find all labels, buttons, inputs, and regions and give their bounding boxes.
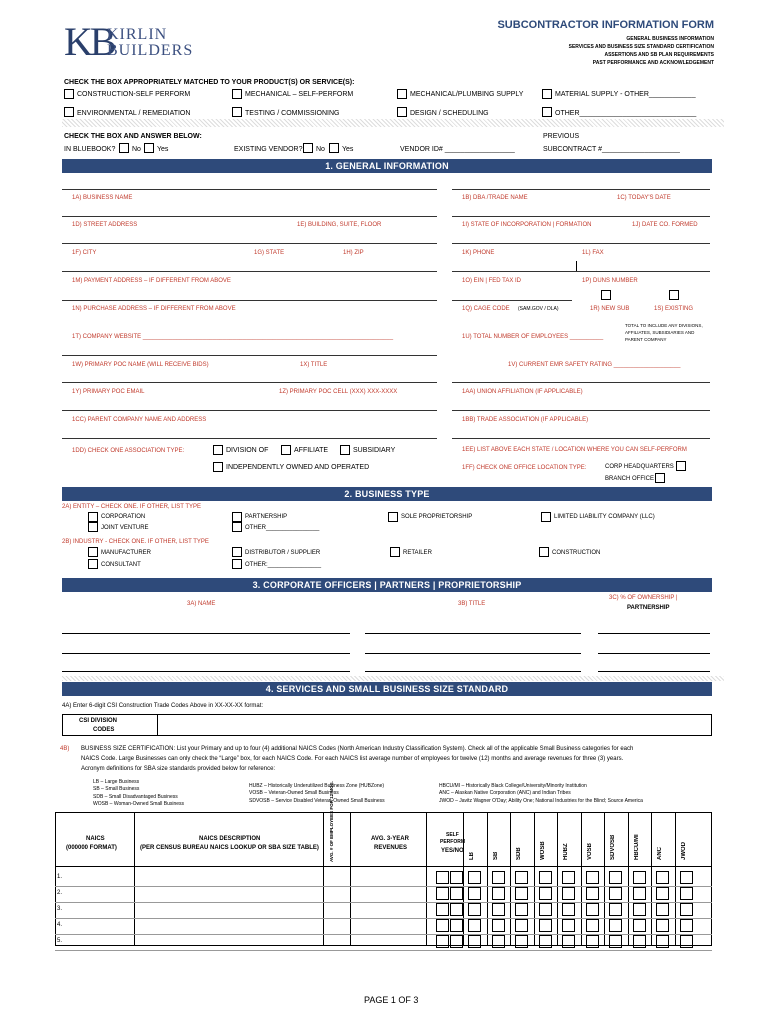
label-1e: 1E) BUILDING, SUITE, FLOOR — [297, 222, 382, 228]
checkbox-retailer[interactable] — [390, 547, 400, 557]
label-1k: 1K) PHONE — [462, 250, 495, 256]
bluebook-no-label: No — [132, 146, 141, 153]
col-divider — [651, 812, 652, 946]
checkbox-environmental[interactable] — [64, 107, 74, 117]
checkbox-hubz[interactable] — [562, 903, 575, 916]
checkbox-hubz[interactable] — [562, 871, 575, 884]
label-1f: 1F) CITY — [72, 250, 97, 256]
existing-vendor-label: EXISTING VENDOR? — [234, 146, 303, 153]
checkbox-hubz[interactable] — [562, 887, 575, 900]
category-header-lb: LB — [469, 852, 475, 860]
checkbox-jwod[interactable] — [680, 903, 693, 916]
checkbox-bluebook-no[interactable] — [119, 143, 129, 153]
checkbox-hbcu-mi[interactable] — [633, 935, 646, 948]
label-1ee: 1EE) LIST ABOVE EACH STATE / LOCATION WHERE YOU CAN SELF-PERFORM — [462, 447, 687, 453]
label-4b: 4B) — [60, 746, 70, 752]
label-1z: 1Z) PRIMARY POC CELL (XXX) XXX-XXXX — [279, 389, 398, 395]
field-line[interactable] — [62, 300, 437, 301]
checkbox-sdb[interactable] — [515, 935, 528, 948]
row-number: 2. — [57, 890, 63, 896]
csi-header-2: CODES — [93, 727, 115, 733]
category-header-hubz: HUBZ — [563, 843, 569, 860]
form-title: SUBCONTRACTOR INFORMATION FORM — [497, 19, 714, 31]
field-line[interactable] — [452, 300, 572, 301]
label-other-entity: OTHER________________ — [245, 525, 320, 531]
label-1b: 1B) DBA /TRADE NAME — [462, 195, 528, 201]
field-line[interactable] — [62, 216, 437, 217]
self-perform-box[interactable] — [450, 887, 463, 900]
label-sole: SOLE PROPRIETORSHIP — [401, 514, 473, 520]
checkbox-manufacturer[interactable] — [88, 547, 98, 557]
def-anc: ANC – Alaskan Native Corporation (ANC) and Indian Tribes — [439, 790, 571, 796]
employees-note-2: AFFILIATES, SUBSIDIARIES AND — [625, 330, 695, 335]
label-1w: 1W) PRIMARY POC NAME (WILL RECEIVE BIDS) — [72, 362, 209, 368]
category-header-anc: ANC — [657, 847, 663, 860]
checkbox-sdvosb[interactable] — [609, 871, 622, 884]
self-perform-box[interactable] — [450, 935, 463, 948]
field-line[interactable] — [452, 438, 710, 439]
label-1cc: 1CC) PARENT COMPANY NAME AND ADDRESS — [72, 417, 207, 423]
checkbox-vosb[interactable] — [586, 887, 599, 900]
category-header-sdb: SDB — [516, 847, 522, 860]
label-branch: BRANCH OFFICE — [605, 476, 655, 482]
company-logo — [64, 19, 194, 64]
logo-line2: BUILDERS — [107, 42, 194, 59]
checkbox-independent[interactable] — [213, 462, 223, 472]
field-line[interactable] — [62, 355, 437, 356]
employees-note-3: PARENT COMPANY — [625, 337, 667, 342]
label-1s: 1S) EXISTING — [654, 306, 694, 312]
logo-line1: KIRLIN — [107, 26, 168, 43]
field-line[interactable] — [62, 438, 437, 439]
label-1o: 1O) EIN | FED TAX ID — [462, 278, 522, 284]
checkbox-corporation[interactable] — [88, 512, 98, 522]
label-division: DIVISION OF — [226, 447, 269, 454]
label-1aa: 1AA) UNION AFFILIATION (IF APPLICABLE) — [462, 389, 583, 395]
bluebook-yes-label: Yes — [157, 146, 169, 153]
checkbox-jwod[interactable] — [680, 935, 693, 948]
checkbox-design[interactable] — [397, 107, 407, 117]
checkbox-hubz[interactable] — [562, 935, 575, 948]
csi-header-1: CSI DIVISION — [79, 718, 118, 724]
header-sub-4: PAST PERFORMANCE AND ACKNOWLEDGEMENT — [592, 60, 714, 66]
label-1v: 1V) CURRENT EMR SAFETY RATING ____________________ — [508, 362, 681, 368]
label-3b: 3B) TITLE — [458, 601, 486, 607]
col-divider — [510, 812, 511, 946]
checkbox-sdb[interactable] — [515, 871, 528, 884]
checkbox-other[interactable] — [542, 107, 552, 117]
row-number: 3. — [57, 906, 63, 912]
col-divider — [604, 812, 605, 946]
checkbox-llc[interactable] — [541, 512, 551, 522]
label-1y: 1Y) PRIMARY POC EMAIL — [72, 389, 145, 395]
label-1a: 1A) BUSINESS NAME — [72, 195, 133, 201]
col-divider — [463, 812, 464, 946]
checkbox-vosb[interactable] — [586, 903, 599, 916]
section-2-title: 2. BUSINESS TYPE — [344, 489, 430, 499]
section-1-band — [62, 159, 712, 173]
field-line[interactable] — [62, 271, 437, 272]
checkbox-hq[interactable] — [676, 461, 686, 471]
label-subsidiary: SUBSIDIARY — [353, 447, 396, 454]
label-independent: INDEPENDENTLY OWNED AND OPERATED — [226, 464, 370, 471]
def-hbcu: HBCU/MI – Historically Black College/University/Minority Institution — [439, 783, 587, 789]
checkbox-construction[interactable] — [64, 89, 74, 99]
field-line[interactable] — [452, 410, 710, 411]
def-sdb: SDB – Small Disadvantaged Business — [93, 794, 178, 800]
checkbox-existing-sub[interactable] — [669, 290, 679, 300]
col-divider — [675, 812, 676, 946]
rev-col-header-2: REVENUES — [374, 845, 408, 851]
checkbox-new-sub[interactable] — [601, 290, 611, 300]
officer-line[interactable] — [598, 653, 710, 654]
checkbox-jwod[interactable] — [680, 887, 693, 900]
checkbox-vosb[interactable] — [586, 871, 599, 884]
existing-no-label: No — [316, 146, 325, 153]
page-footer: PAGE 1 OF 3 — [364, 995, 419, 1005]
self-perform-box[interactable] — [436, 871, 449, 884]
officer-line[interactable] — [62, 671, 350, 672]
checkbox-anc[interactable] — [656, 903, 669, 916]
checkbox-other-industry[interactable] — [232, 559, 242, 569]
label-distributor: DISTRIBUTOR / SUPPLIER — [245, 550, 321, 556]
label-3c-1: 3C) % OF OWNERSHIP | — [609, 595, 678, 601]
label-retailer: RETAILER — [403, 550, 432, 556]
label-1bb: 1BB) TRADE ASSOCIATION (IF APPLICABLE) — [462, 417, 589, 423]
officer-line[interactable] — [365, 671, 581, 672]
hatched-divider — [62, 119, 724, 127]
officer-line[interactable] — [365, 633, 581, 634]
field-line[interactable] — [62, 189, 437, 190]
checkbox-anc[interactable] — [656, 919, 669, 932]
category-header-sb: SB — [492, 851, 499, 860]
checkbox-distributor[interactable] — [232, 547, 242, 557]
previous-label: PREVIOUS — [543, 133, 580, 140]
label-environmental: ENVIRONMENTAL / REMEDIATION — [77, 110, 191, 117]
label-material-supply: MATERIAL SUPPLY - OTHER____________ — [555, 91, 696, 98]
checkbox-vosb[interactable] — [586, 935, 599, 948]
label-1x: 1X) TITLE — [300, 362, 328, 368]
label-2b: 2B) INDUSTRY - CHECK ONE. IF OTHER, LIST TYPE — [62, 539, 209, 545]
field-line[interactable] — [452, 271, 710, 272]
checkbox-affiliate[interactable] — [281, 445, 291, 455]
self-perform-box[interactable] — [436, 903, 449, 916]
row-line — [55, 950, 712, 951]
section-4-band — [62, 682, 712, 696]
checkbox-wosb[interactable] — [539, 903, 552, 916]
section-3-title: 3. CORPORATE OFFICERS | PARTNERS | PROPRIETORSHIP — [252, 580, 522, 590]
checkbox-subsidiary[interactable] — [340, 445, 350, 455]
checkbox-sb[interactable] — [492, 919, 505, 932]
def-sb: SB – Small Business — [93, 786, 140, 792]
naics-header-line — [55, 866, 712, 867]
officer-line[interactable] — [598, 633, 710, 634]
checkbox-division[interactable] — [213, 445, 223, 455]
field-line[interactable] — [452, 243, 710, 244]
label-3c-2: PARTNERSHIP — [627, 605, 670, 611]
self-perform-box[interactable] — [436, 887, 449, 900]
check-heading: CHECK THE BOX AND ANSWER BELOW: — [64, 133, 202, 140]
field-line[interactable] — [452, 216, 710, 217]
desc-col-header-1: NAICS DESCRIPTION — [199, 836, 261, 842]
def-sdvosb: SDVOSB – Service Disabled Veteran-Owned Small Business — [249, 798, 385, 804]
checkbox-sdvosb[interactable] — [609, 919, 622, 932]
label-mech-plumbing: MECHANICAL/PLUMBING SUPPLY — [410, 91, 524, 98]
label-hq: CORP HEADQUARTERS — [605, 464, 674, 470]
field-line[interactable] — [62, 243, 437, 244]
checkbox-construction-industry[interactable] — [539, 547, 549, 557]
checkbox-sdb[interactable] — [515, 903, 528, 916]
label-4a: 4A) Enter 6-digit CSI Construction Trade Codes Above in XX-XX-XX format: — [62, 703, 264, 709]
def-vosb: VOSB – Veteran-Owned Small Business — [249, 790, 339, 796]
bluebook-label: IN BLUEBOOK? — [64, 146, 116, 153]
header-sub-3: ASSERTIONS AND SB PLAN REQUIREMENTS — [604, 52, 714, 58]
officer-line[interactable] — [598, 671, 710, 672]
checkbox-hbcu-mi[interactable] — [633, 919, 646, 932]
header-sub-2: SERVICES AND BUSINESS SIZE STANDARD CERTIFICATION — [568, 44, 714, 50]
label-mechanical-self: MECHANICAL – SELF-PERFORM — [245, 91, 354, 98]
self-perform-box[interactable] — [436, 919, 449, 932]
label-2a: 2A) ENTITY – CHECK ONE. IF OTHER, LIST TYPE — [62, 504, 202, 510]
checkbox-anc[interactable] — [656, 887, 669, 900]
checkbox-sdvosb[interactable] — [609, 903, 622, 916]
self-perform-box[interactable] — [450, 919, 463, 932]
cert-text-3: Acronym definitions for SBA size standards provided below for reference: — [81, 766, 276, 772]
def-hubz: HUBZ – Historically Underutilized Business Zone (HUBZone) — [249, 783, 385, 789]
category-header-jwod: JWOD — [680, 842, 687, 860]
checkbox-wosb[interactable] — [539, 935, 552, 948]
checkbox-branch[interactable] — [655, 473, 665, 483]
checkbox-jv[interactable] — [88, 522, 98, 532]
label-other: OTHER______________________________ — [555, 110, 697, 117]
cert-text-2: NAICS Code. Large Businesses can only check the “Large” box, for each NAICS Code. For each NAICS list average number of employees for twelve (12) months and average revenues for three (3) years. — [81, 756, 624, 762]
subcontract-field[interactable]: SUBCONTRACT #____________________ — [543, 146, 680, 153]
label-1n: 1N) PURCHASE ADDRESS – IF DIFFERENT FROM ABOVE — [72, 306, 236, 312]
field-line[interactable] — [452, 189, 710, 190]
label-manufacturer: MANUFACTURER — [101, 550, 152, 556]
checkbox-sb[interactable] — [492, 903, 505, 916]
products-heading: CHECK THE BOX APPROPRIATELY MATCHED TO YOUR PRODUCT(S) OR SERVICE(S): — [64, 79, 355, 86]
label-partnership: PARTNERSHIP — [245, 514, 288, 520]
checkbox-mechanical-self[interactable] — [232, 89, 242, 99]
checkbox-lb[interactable] — [468, 871, 481, 884]
naics-col-header-2: (000000 FORMAT) — [66, 845, 117, 851]
checkbox-hbcu-mi[interactable] — [633, 887, 646, 900]
label-construction-industry: CONSTRUCTION — [552, 550, 601, 556]
checkbox-sole[interactable] — [388, 512, 398, 522]
checkbox-existing-no[interactable] — [303, 143, 313, 153]
label-1g: 1G) STATE — [254, 250, 285, 256]
employees-note-1: TOTAL TO INCLUDE ANY DIVISIONS, — [625, 323, 703, 328]
csi-table — [62, 714, 712, 736]
label-1j: 1J) DATE CO. FORMED — [632, 222, 698, 228]
row-number: 1. — [57, 874, 63, 880]
label-1d: 1D) STREET ADDRESS — [72, 222, 138, 228]
officer-line[interactable] — [62, 653, 350, 654]
section-4-title: 4. SERVICES AND SMALL BUSINESS SIZE STANDARD — [265, 684, 509, 694]
col-divider — [134, 812, 135, 946]
officer-line[interactable] — [62, 633, 350, 634]
self-col-header-1: SELF — [446, 832, 459, 838]
checkbox-sdvosb[interactable] — [609, 887, 622, 900]
label-corporation: CORPORATION — [101, 514, 146, 520]
emp-col-header: AVG. # OF EMPLOYEES FOR 12 MOS. — [329, 781, 334, 862]
field-line[interactable] — [452, 382, 710, 383]
checkbox-vosb[interactable] — [586, 919, 599, 932]
checkbox-hbcu-mi[interactable] — [633, 903, 646, 916]
category-header-hbcu-mi: HBCU/MI — [633, 834, 640, 860]
category-header-vosb: VOSB — [586, 842, 593, 860]
label-1c: 1C) TODAY'S DATE — [617, 195, 671, 201]
def-jwod: JWOD – Javitz Wagner O'Day; Ability One; National Industries for the Blind; Source America — [439, 798, 643, 804]
checkbox-existing-yes[interactable] — [329, 143, 339, 153]
label-other-industry: OTHER:________________ — [245, 562, 322, 568]
checkbox-hbcu-mi[interactable] — [633, 871, 646, 884]
label-3a: 3A) NAME — [187, 601, 216, 607]
self-perform-box[interactable] — [450, 871, 463, 884]
checkbox-lb[interactable] — [468, 887, 481, 900]
label-1i: 1I) STATE OF INCORPORATION | FORMATION — [462, 222, 592, 228]
officer-line[interactable] — [365, 653, 581, 654]
col-divider — [323, 812, 324, 946]
label-1u: 1U) TOTAL NUMBER OF EMPLOYEES __________ — [462, 334, 604, 340]
label-1h: 1H) ZIP — [343, 250, 364, 256]
rev-col-header-1: AVG. 3-YEAR — [371, 836, 409, 842]
checkbox-jwod[interactable] — [680, 919, 693, 932]
self-perform-box[interactable] — [450, 903, 463, 916]
section-2-band — [62, 487, 712, 501]
col-divider — [581, 812, 582, 946]
checkbox-mech-plumbing[interactable] — [397, 89, 407, 99]
header-sub-1: GENERAL BUSINESS INFORMATION — [626, 36, 714, 42]
label-testing: TESTING / COMMISSIONING — [245, 110, 340, 117]
label-1m: 1M) PAYMENT ADDRESS – IF DIFFERENT FROM ABOVE — [72, 278, 231, 284]
logo-mark: KB — [64, 19, 114, 64]
col-divider — [534, 812, 535, 946]
label-affiliate: AFFILIATE — [294, 447, 329, 454]
col-divider — [628, 812, 629, 946]
label-design: DESIGN / SCHEDULING — [410, 110, 489, 117]
label-1dd: 1DD) CHECK ONE ASSOCIATION TYPE: — [72, 448, 185, 454]
checkbox-hubz[interactable] — [562, 919, 575, 932]
category-header-wosb: WOSB — [539, 841, 546, 860]
checkbox-sdvosb[interactable] — [609, 935, 622, 948]
col-divider — [557, 812, 558, 946]
checkbox-anc[interactable] — [656, 871, 669, 884]
checkbox-sb[interactable] — [492, 935, 505, 948]
label-1t: 1T) COMPANY WEBSITE ___________________________________________________________________________ — [72, 334, 394, 340]
def-lb: LB – Large Business — [93, 779, 140, 785]
category-header-sdvosb: SDVOSB — [610, 834, 616, 860]
divider-tick — [576, 261, 577, 271]
self-col-header-3: YES/NO — [441, 848, 464, 854]
col-divider — [487, 812, 488, 946]
checkbox-sb[interactable] — [492, 887, 505, 900]
checkbox-partnership[interactable] — [232, 512, 242, 522]
label-1q-sub: (SAM.GOV / DLA) — [518, 306, 559, 312]
label-1ff: 1FF) CHECK ONE OFFICE LOCATION TYPE: — [462, 465, 587, 471]
checkbox-sdb[interactable] — [515, 887, 528, 900]
checkbox-jwod[interactable] — [680, 871, 693, 884]
existing-yes-label: Yes — [342, 146, 354, 153]
col-divider — [350, 812, 351, 946]
checkbox-lb[interactable] — [468, 919, 481, 932]
label-1p: 1P) DUNS NUMBER — [582, 278, 638, 284]
checkbox-material-supply[interactable] — [542, 89, 552, 99]
field-line[interactable] — [62, 382, 437, 383]
checkbox-other-entity[interactable] — [232, 522, 242, 532]
col-divider — [426, 812, 427, 946]
row-number: 5. — [57, 938, 63, 944]
checkbox-lb[interactable] — [468, 935, 481, 948]
checkbox-sb[interactable] — [492, 871, 505, 884]
def-wosb: WOSB – Woman-Owned Small Business — [93, 801, 185, 807]
cert-text-1: BUSINESS SIZE CERTIFICATION: List your Primary and up to four (4) additional NAICS Codes (North American Industry Classification System). Check all of the applicable Small Business categories for each — [81, 746, 634, 752]
checkbox-consultant[interactable] — [88, 559, 98, 569]
checkbox-wosb[interactable] — [539, 887, 552, 900]
naics-col-header-1: NAICS — [86, 836, 105, 842]
checkbox-wosb[interactable] — [539, 871, 552, 884]
section-3-band — [62, 578, 712, 592]
checkbox-wosb[interactable] — [539, 919, 552, 932]
self-perform-box[interactable] — [436, 935, 449, 948]
hatched-divider — [62, 676, 724, 681]
label-consultant: CONSULTANT — [101, 562, 141, 568]
label-jv: JOINT VENTURE — [101, 525, 149, 531]
label-1r: 1R) NEW SUB — [590, 306, 630, 312]
vendor-id-field[interactable]: VENDOR ID# __________________ — [400, 146, 515, 153]
label-construction: CONSTRUCTION-SELF PERFORM — [77, 91, 191, 98]
label-llc: LIMITED LIABILITY COMPANY (LLC) — [554, 514, 655, 520]
field-line[interactable] — [62, 410, 437, 411]
checkbox-testing[interactable] — [232, 107, 242, 117]
checkbox-bluebook-yes[interactable] — [144, 143, 154, 153]
label-1q: 1Q) CAGE CODE — [462, 306, 510, 312]
checkbox-anc[interactable] — [656, 935, 669, 948]
self-col-header-2: PERFORM — [440, 839, 465, 845]
row-number: 4. — [57, 922, 63, 928]
label-1l: 1L) FAX — [582, 250, 604, 256]
checkbox-lb[interactable] — [468, 903, 481, 916]
checkbox-sdb[interactable] — [515, 919, 528, 932]
section-1-title: 1. GENERAL INFORMATION — [325, 161, 449, 171]
desc-col-header-2: (PER CENSUS BUREAU NAICS LOOKUP OR SBA SIZE TABLE) — [140, 845, 319, 851]
